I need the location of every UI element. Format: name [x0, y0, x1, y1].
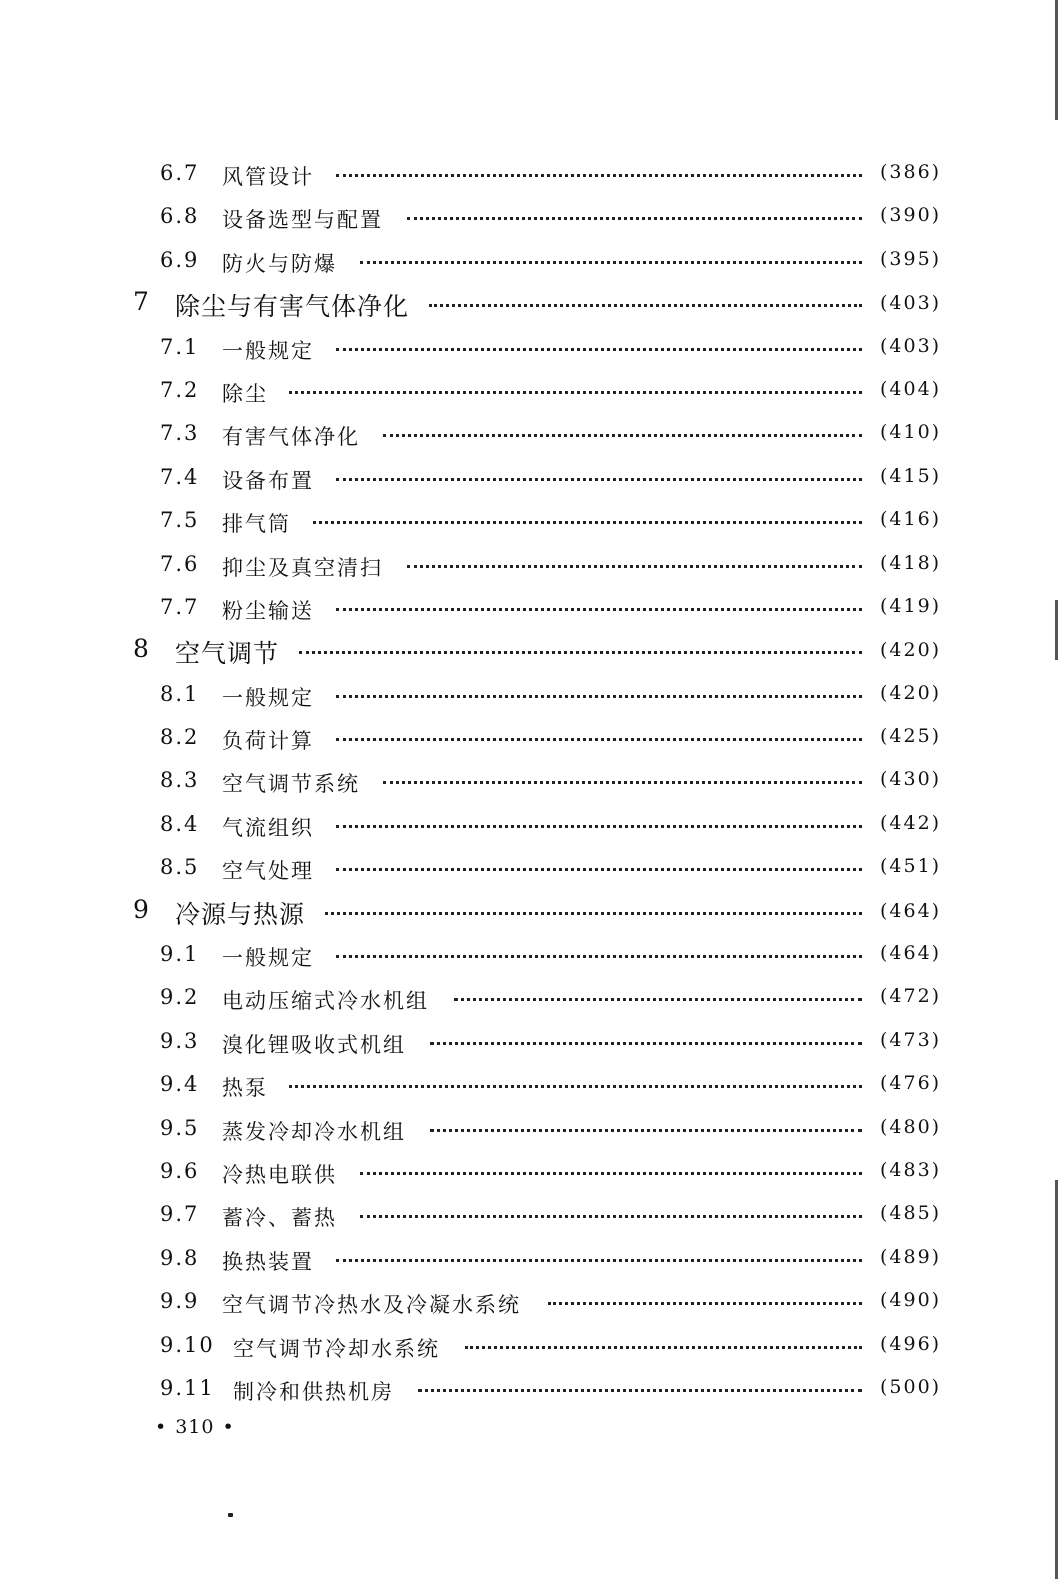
- toc-entry-title: 一般规定: [222, 338, 314, 363]
- toc-dot-leader: [418, 1368, 862, 1392]
- toc-entry-number: 9.6: [160, 1158, 200, 1183]
- toc-dot-leader: [383, 760, 862, 784]
- toc-entry-title: 设备选型与配置: [222, 208, 383, 233]
- toc-entry-number: 8: [133, 634, 151, 664]
- folio-number: 310: [175, 1416, 215, 1438]
- toc-entry-title: 有害气体净化: [222, 425, 360, 450]
- toc-entry-page: (390): [880, 204, 942, 227]
- toc-entry-title: 一般规定: [222, 946, 314, 971]
- toc-entry-page: (490): [880, 1289, 942, 1312]
- toc-dot-leader: [336, 1238, 862, 1262]
- toc-dot-leader: [360, 1194, 862, 1218]
- toc-entry-number: 9.11: [160, 1375, 215, 1400]
- toc-entry-title: 排气筒: [222, 512, 291, 537]
- toc-entry-number: 7.7: [160, 594, 200, 619]
- toc-entry-number: 7.3: [160, 421, 200, 446]
- toc-dot-leader: [336, 934, 862, 958]
- toc-dot-leader: [325, 891, 862, 915]
- toc-section-row[interactable]: [0, 934, 1058, 977]
- toc-entry-title: 一般规定: [222, 685, 314, 710]
- folio-bullet-left: •: [155, 1416, 168, 1438]
- toc-entry-page: (464): [880, 942, 942, 965]
- toc-entry-number: 6.7: [160, 161, 200, 185]
- toc-entry-number: 7.1: [160, 334, 200, 359]
- toc-dot-leader: [289, 1064, 862, 1088]
- toc-entry-number: 7.4: [160, 464, 200, 489]
- toc-entry-page: (386): [880, 161, 942, 183]
- toc-entry-number: 8.1: [160, 681, 200, 706]
- toc-entry-number: 9.1: [160, 942, 200, 967]
- toc-section-row[interactable]: [0, 977, 1058, 1020]
- toc-entry-title: 空气处理: [222, 859, 314, 884]
- toc-entry-page: (430): [880, 768, 942, 791]
- folio-bullet-right: •: [222, 1416, 235, 1438]
- toc-entry-number: 7: [133, 287, 151, 317]
- toc-entry-title: 换热装置: [222, 1249, 314, 1274]
- toc-section-row[interactable]: [0, 1281, 1058, 1324]
- toc-section-row[interactable]: [0, 544, 1058, 587]
- toc-entry-title: 气流组织: [222, 815, 314, 840]
- toc-dot-leader: [407, 196, 862, 220]
- toc-entry-page: (410): [880, 421, 942, 444]
- toc-entry-title: 抑尘及真空清扫: [222, 555, 383, 580]
- toc-entry-page: (420): [880, 681, 942, 704]
- toc-dot-leader: [407, 544, 862, 568]
- toc-entry-title: 溴化锂吸收式机组: [222, 1032, 406, 1057]
- toc-dot-leader: [336, 587, 862, 611]
- scan-speck: [228, 1513, 233, 1517]
- toc-section-row[interactable]: [0, 370, 1058, 413]
- toc-dot-leader: [548, 1281, 862, 1305]
- toc-dot-leader: [465, 1325, 862, 1349]
- toc-dot-leader: [429, 283, 862, 307]
- toc-entry-number: 9: [133, 894, 151, 924]
- table-of-contents: [0, 153, 1058, 1411]
- toc-entry-page: (472): [880, 985, 942, 1008]
- toc-entry-number: 9.9: [160, 1289, 200, 1314]
- toc-entry-number: 9.8: [160, 1245, 200, 1270]
- toc-section-row[interactable]: [0, 1238, 1058, 1281]
- toc-entry-title: 冷源与热源: [175, 899, 306, 929]
- toc-section-row[interactable]: [0, 1151, 1058, 1194]
- toc-section-row[interactable]: [0, 587, 1058, 630]
- toc-entry-title: 粉尘输送: [222, 598, 314, 623]
- toc-chapter-row[interactable]: [0, 630, 1058, 673]
- toc-entry-page: (476): [880, 1072, 942, 1095]
- toc-section-row[interactable]: [0, 413, 1058, 456]
- toc-dot-leader: [336, 804, 862, 828]
- toc-section-row[interactable]: [0, 153, 1058, 196]
- toc-entry-title: 电动压缩式冷水机组: [222, 989, 429, 1014]
- toc-dot-leader: [360, 240, 862, 264]
- toc-entry-title: 防火与防爆: [222, 251, 337, 276]
- toc-section-row[interactable]: [0, 196, 1058, 239]
- toc-dot-leader: [299, 630, 862, 654]
- toc-entry-page: (442): [880, 811, 942, 834]
- toc-entry-page: (496): [880, 1332, 942, 1355]
- toc-entry-page: (404): [880, 377, 942, 400]
- toc-entry-number: 7.2: [160, 377, 200, 402]
- toc-entry-number: 8.2: [160, 725, 200, 750]
- toc-entry-number: 9.10: [160, 1332, 215, 1357]
- toc-section-row[interactable]: [0, 500, 1058, 543]
- toc-section-row[interactable]: [0, 327, 1058, 370]
- toc-entry-page: (418): [880, 551, 942, 574]
- toc-entry-number: 7.5: [160, 508, 200, 533]
- toc-section-row[interactable]: [0, 674, 1058, 717]
- toc-entry-number: 9.2: [160, 985, 200, 1010]
- toc-dot-leader: [336, 153, 862, 177]
- toc-dot-leader: [360, 1151, 862, 1175]
- toc-section-row[interactable]: [0, 1368, 1058, 1411]
- toc-chapter-row[interactable]: [0, 283, 1058, 326]
- toc-entry-title: 风管设计: [222, 165, 314, 189]
- toc-entry-title: 空气调节系统: [222, 772, 360, 797]
- toc-dot-leader: [336, 847, 862, 871]
- toc-section-row[interactable]: [0, 760, 1058, 803]
- toc-entry-page: (480): [880, 1115, 942, 1138]
- toc-entry-number: 9.5: [160, 1115, 200, 1140]
- toc-entry-number: 9.3: [160, 1028, 200, 1053]
- toc-chapter-row[interactable]: [0, 891, 1058, 934]
- toc-entry-page: (464): [880, 899, 942, 922]
- toc-section-row[interactable]: [0, 1064, 1058, 1107]
- toc-section-row[interactable]: [0, 457, 1058, 500]
- toc-entry-title: 除尘与有害气体净化: [175, 292, 410, 322]
- toc-entry-page: (451): [880, 855, 942, 878]
- toc-entry-title: 空气调节冷却水系统: [233, 1336, 440, 1361]
- toc-section-row[interactable]: [0, 717, 1058, 760]
- toc-entry-number: 6.9: [160, 247, 200, 272]
- toc-section-row[interactable]: [0, 240, 1058, 283]
- toc-entry-title: 蓄冷、蓄热: [222, 1206, 337, 1231]
- toc-entry-number: 8.5: [160, 855, 200, 880]
- toc-entry-number: 9.4: [160, 1072, 200, 1097]
- toc-entry-title: 空气调节冷热水及冷凝水系统: [222, 1293, 521, 1318]
- toc-dot-leader: [336, 457, 862, 481]
- toc-entry-title: 除尘: [222, 381, 268, 406]
- toc-entry-page: (420): [880, 639, 942, 662]
- toc-entry-number: 8.3: [160, 768, 200, 793]
- toc-dot-leader: [430, 1108, 862, 1132]
- toc-dot-leader: [430, 1021, 862, 1045]
- toc-dot-leader: [313, 500, 862, 524]
- toc-entry-title: 空气调节: [175, 639, 280, 669]
- toc-entry-title: 设备布置: [222, 468, 314, 493]
- toc-entry-number: 8.4: [160, 811, 200, 836]
- toc-entry-number: 6.8: [160, 204, 200, 229]
- toc-dot-leader: [289, 370, 862, 394]
- toc-section-row[interactable]: [0, 847, 1058, 890]
- toc-section-row[interactable]: [0, 1325, 1058, 1368]
- toc-entry-number: 7.6: [160, 551, 200, 576]
- toc-entry-page: (419): [880, 594, 942, 617]
- toc-entry-page: (403): [880, 334, 942, 357]
- toc-entry-number: 9.7: [160, 1202, 200, 1227]
- toc-entry-page: (415): [880, 464, 942, 487]
- toc-entry-title: 热泵: [222, 1076, 268, 1101]
- toc-section-row[interactable]: [0, 1108, 1058, 1151]
- toc-section-row[interactable]: [0, 1021, 1058, 1064]
- page-number-folio: [147, 1416, 243, 1438]
- toc-dot-leader: [454, 977, 862, 1001]
- toc-entry-page: (483): [880, 1158, 942, 1181]
- toc-entry-page: (416): [880, 508, 942, 531]
- toc-entry-page: (395): [880, 247, 942, 270]
- toc-section-row[interactable]: [0, 1194, 1058, 1237]
- toc-entry-page: (500): [880, 1375, 942, 1398]
- toc-entry-title: 制冷和供热机房: [233, 1379, 394, 1404]
- toc-dot-leader: [336, 674, 862, 698]
- toc-entry-page: (489): [880, 1245, 942, 1268]
- toc-entry-title: 负荷计算: [222, 729, 314, 754]
- toc-entry-page: (473): [880, 1028, 942, 1051]
- toc-entry-page: (403): [880, 292, 942, 315]
- toc-dot-leader: [336, 327, 862, 351]
- toc-entry-page: (485): [880, 1202, 942, 1225]
- toc-dot-leader: [336, 717, 862, 741]
- toc-entry-title: 冷热电联供: [222, 1162, 337, 1187]
- toc-entry-page: (425): [880, 725, 942, 748]
- toc-section-row[interactable]: [0, 804, 1058, 847]
- toc-entry-title: 蒸发冷却冷水机组: [222, 1119, 406, 1144]
- toc-dot-leader: [383, 413, 862, 437]
